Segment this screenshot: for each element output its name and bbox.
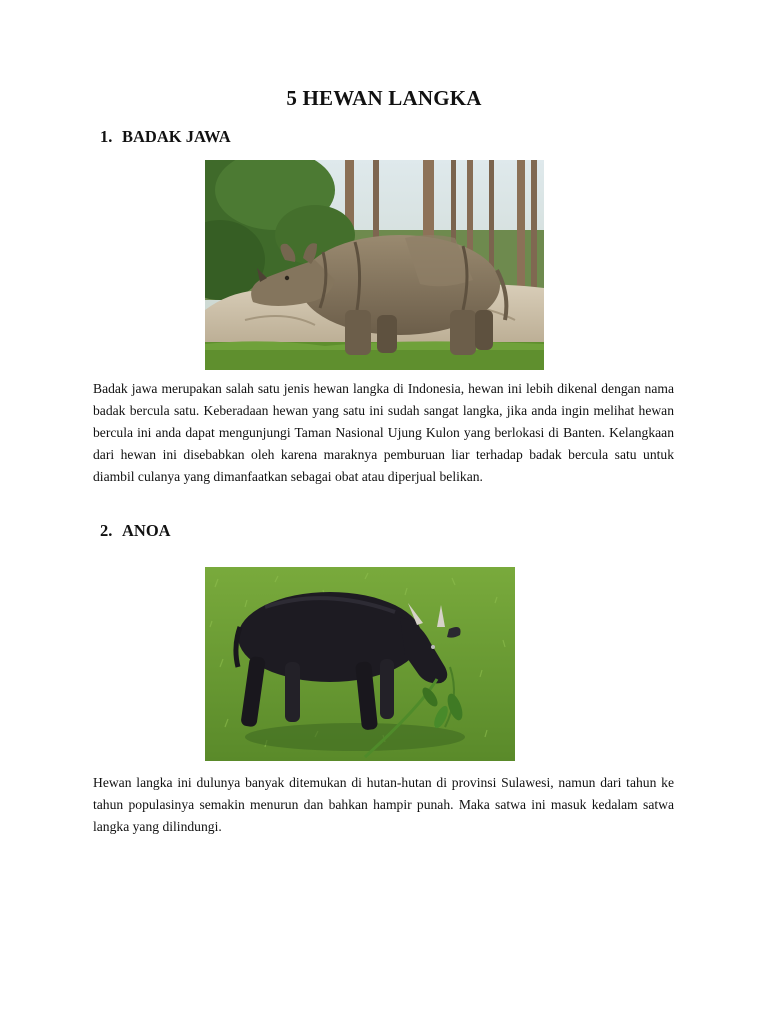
section-heading-anoa	[100, 521, 171, 541]
anoa-photo	[205, 567, 515, 761]
section-number: 2.	[100, 521, 113, 540]
section-heading-badak-jawa	[100, 127, 231, 147]
page-title: 5 HEWAN LANGKA	[286, 86, 482, 110]
paragraph-anoa: Hewan langka ini dulunya banyak ditemukan di hutan-hutan di provinsi Sulawesi, namun dari tahun ke tahun populasinya semakin menurun dan bahkan hampir punah. Maka satwa ini masuk kedalam satwa langka yang dilindungi.	[93, 775, 674, 834]
section-title: BADAK JAWA	[122, 127, 231, 146]
javan-rhino-photo	[205, 160, 544, 370]
section-number: 1.	[100, 127, 113, 146]
paragraph-badak-jawa: Badak jawa merupakan salah satu jenis hewan langka di Indonesia, hewan ini lebih dikenal dengan nama badak bercula satu. Keberadaan hewan yang satu ini sudah sangat langka, jika anda ingin melihat hewan bercula ini anda dapat mengunjungi Taman Nasional Ujung Kulon yang berlokasi di Banten. Kelangkaan dari hewan ini disebabkan oleh karena maraknya pemburuan liar terhadap badak bercula satu untuk diambil culanya yang dimanfaatkan sebagai obat atau diperjual belikan.	[93, 381, 674, 484]
section-title: ANOA	[122, 521, 171, 540]
